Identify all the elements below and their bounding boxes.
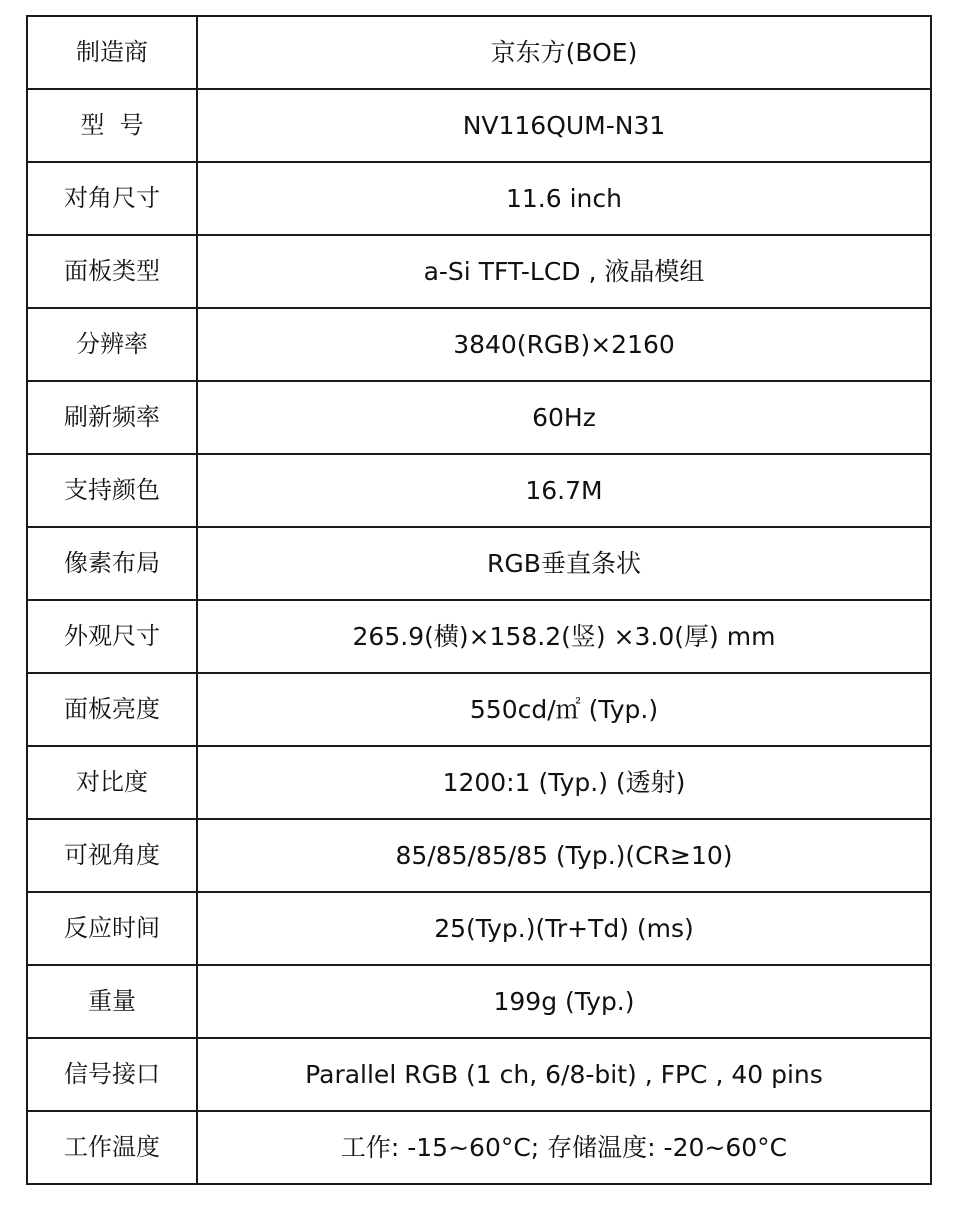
- table-row: [27, 527, 931, 600]
- spec-value: 16.7M: [197, 454, 931, 527]
- spec-label: 可视角度: [27, 819, 197, 892]
- table-row: [27, 16, 931, 89]
- spec-label: 反应时间: [27, 892, 197, 965]
- spec-value: NV116QUM-N31: [197, 89, 931, 162]
- spec-label: 外观尺寸: [27, 600, 197, 673]
- table-row: [27, 308, 931, 381]
- table-row: [27, 89, 931, 162]
- spec-label: 支持颜色: [27, 454, 197, 527]
- spec-label: 工作温度: [27, 1111, 197, 1184]
- table-row: [27, 1038, 931, 1111]
- table-row: [27, 381, 931, 454]
- spec-value: 1200:1 (Typ.) (透射): [197, 746, 931, 819]
- spec-label: 型 号: [27, 89, 197, 162]
- table-row: [27, 235, 931, 308]
- table-row: [27, 162, 931, 235]
- spec-label: 对角尺寸: [27, 162, 197, 235]
- spec-value: Parallel RGB (1 ch, 6/8-bit) , FPC , 40 pins: [197, 1038, 931, 1111]
- spec-table: [26, 15, 932, 1185]
- spec-label: 重量: [27, 965, 197, 1038]
- table-row: [27, 454, 931, 527]
- spec-label: 面板类型: [27, 235, 197, 308]
- spec-label: 像素布局: [27, 527, 197, 600]
- table-row: [27, 1111, 931, 1184]
- spec-value: 京东方(BOE): [197, 16, 931, 89]
- spec-value: 25(Typ.)(Tr+Td) (ms): [197, 892, 931, 965]
- table-row: [27, 965, 931, 1038]
- spec-value: 工作: -15~60°C; 存储温度: -20~60°C: [197, 1111, 931, 1184]
- spec-value: 3840(RGB)×2160: [197, 308, 931, 381]
- spec-value: a-Si TFT-LCD , 液晶模组: [197, 235, 931, 308]
- spec-value: 60Hz: [197, 381, 931, 454]
- spec-value: 550cd/㎡ (Typ.): [197, 673, 931, 746]
- spec-value: 11.6 inch: [197, 162, 931, 235]
- spec-value: 85/85/85/85 (Typ.)(CR≥10): [197, 819, 931, 892]
- spec-value: 265.9(横)×158.2(竖) ×3.0(厚) mm: [197, 600, 931, 673]
- table-row: [27, 673, 931, 746]
- spec-label: 制造商: [27, 16, 197, 89]
- spec-value: 199g (Typ.): [197, 965, 931, 1038]
- table-row: [27, 892, 931, 965]
- table-row: [27, 746, 931, 819]
- spec-label: 对比度: [27, 746, 197, 819]
- spec-label: 分辨率: [27, 308, 197, 381]
- spec-label: 刷新频率: [27, 381, 197, 454]
- table-row: [27, 819, 931, 892]
- spec-value: RGB垂直条状: [197, 527, 931, 600]
- spec-label: 面板亮度: [27, 673, 197, 746]
- table-row: [27, 600, 931, 673]
- spec-label: 信号接口: [27, 1038, 197, 1111]
